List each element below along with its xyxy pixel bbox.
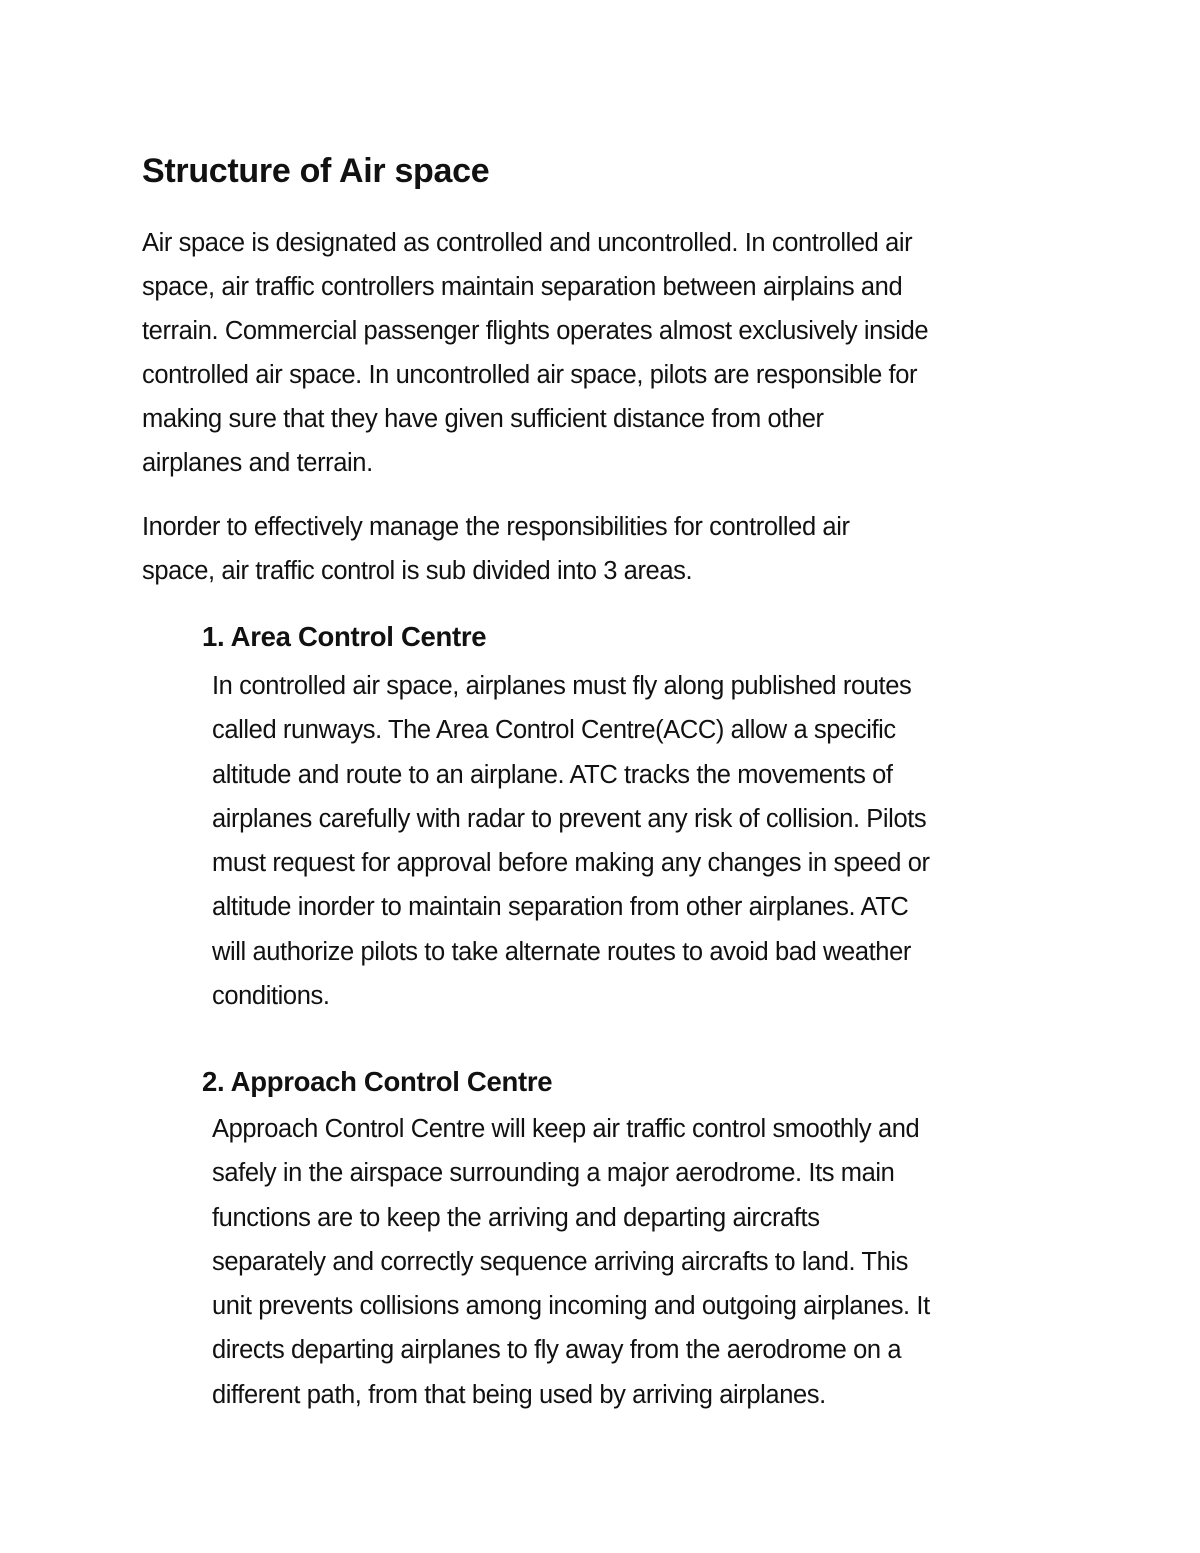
section-line: must request for approval before making any changes in speed or xyxy=(212,849,930,878)
intro-line: airplanes and terrain. xyxy=(142,449,373,477)
section-line: safely in the airspace surrounding a major aerodrome. Its main xyxy=(212,1159,895,1188)
intro-line: Air space is designated as controlled and uncontrolled. In controlled air xyxy=(142,229,913,257)
intro-line: controlled air space. In uncontrolled air space, pilots are responsible for xyxy=(142,361,918,389)
intro-paragraph xyxy=(142,221,1082,485)
section-line: will authorize pilots to take alternate routes to avoid bad weather xyxy=(212,937,911,966)
section-line: directs departing airplanes to fly away from the aerodrome on a xyxy=(212,1336,902,1365)
section-line: functions are to keep the arriving and departing aircrafts xyxy=(212,1203,820,1232)
section-line: conditions. xyxy=(212,982,330,1011)
section-line: altitude inorder to maintain separation from other airplanes. ATC xyxy=(212,893,909,922)
section-line: separately and correctly sequence arriving aircrafts to land. This xyxy=(212,1247,908,1276)
areas-line: space, air traffic control is sub divided into 3 areas. xyxy=(142,557,693,585)
intro-line: terrain. Commercial passenger flights operates almost exclusively inside xyxy=(142,317,929,345)
section-line: called runways. The Area Control Centre(ACC) allow a specific xyxy=(212,716,896,745)
section-line: airplanes carefully with radar to prevent any risk of collision. Pilots xyxy=(212,804,927,833)
section-line: different path, from that being used by arriving airplanes. xyxy=(212,1380,826,1409)
section-line: Approach Control Centre will keep air traffic control smoothly and xyxy=(212,1115,920,1143)
section-line: unit prevents collisions among incoming and outgoing airplanes. It xyxy=(212,1292,930,1321)
section-body-area-control xyxy=(212,664,1082,1018)
section-line: altitude and route to an airplane. ATC tracks the movements of xyxy=(212,760,893,789)
intro-line: making sure that they have given sufficient distance from other xyxy=(142,405,824,433)
areas-paragraph xyxy=(142,505,1082,593)
section-heading-approach-control: 2. Approach Control Centre xyxy=(202,1066,553,1097)
section-line: In controlled air space, airplanes must fly along published routes xyxy=(212,672,912,700)
section-heading-area-control: 1. Area Control Centre xyxy=(202,621,487,652)
intro-line: space, air traffic controllers maintain separation between airplains and xyxy=(142,273,903,301)
page-title: Structure of Air space xyxy=(142,152,490,190)
areas-line: Inorder to effectively manage the responsibilities for controlled air xyxy=(142,513,850,541)
section-body-approach-control xyxy=(212,1107,1082,1417)
